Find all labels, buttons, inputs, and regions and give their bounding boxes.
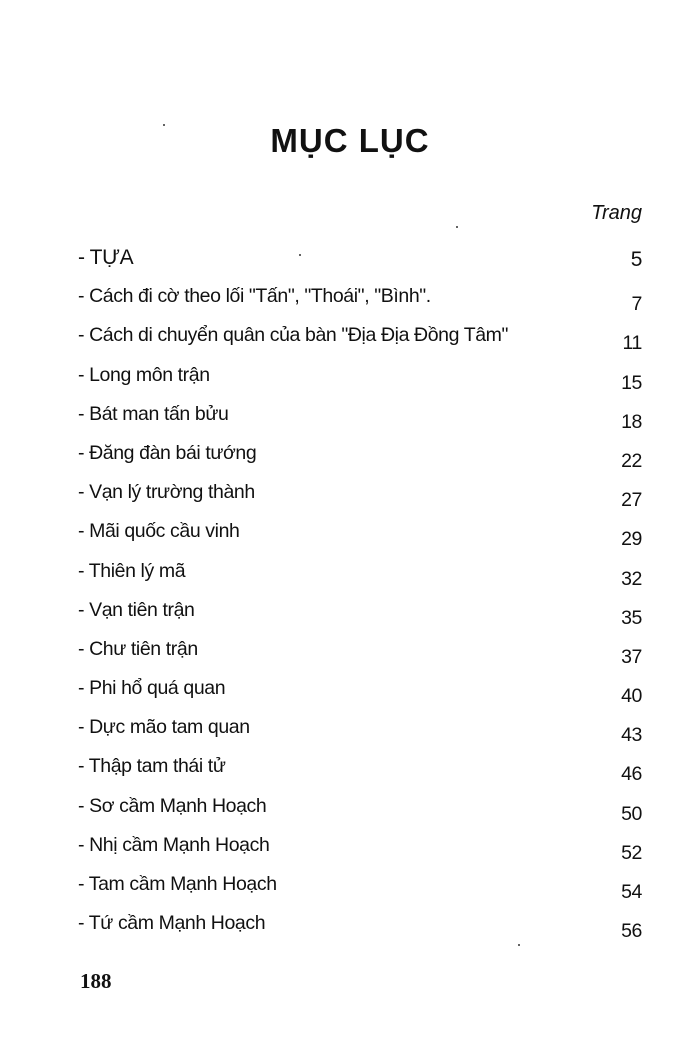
toc-entry-page: 56 xyxy=(621,920,642,943)
toc-entry xyxy=(78,677,642,716)
toc-entry-title: - Long môn trận xyxy=(78,363,210,386)
page-number: 188 xyxy=(80,969,112,993)
toc-entry-page: 40 xyxy=(621,685,642,708)
table-of-contents xyxy=(78,246,642,951)
toc-entry xyxy=(78,834,642,873)
toc-entry-page: 50 xyxy=(621,802,642,825)
toc-entry-title: - Chư tiên trận xyxy=(78,637,198,660)
toc-entry-title: - Tam cầm Mạnh Hoạch xyxy=(78,873,277,895)
toc-entry xyxy=(78,520,642,559)
toc-entry-page: 18 xyxy=(621,410,642,433)
toc-entry xyxy=(78,403,642,442)
toc-entry-page: 37 xyxy=(621,645,642,668)
toc-entry-title: - Phi hổ quá quan xyxy=(78,677,226,700)
toc-entry-page: 27 xyxy=(621,489,642,512)
page-title: MỤC LỤC xyxy=(270,122,430,159)
toc-entry xyxy=(78,481,642,520)
toc-entry-page: 11 xyxy=(622,332,642,355)
toc-entry-page: 52 xyxy=(621,841,642,864)
toc-entry-title: - Nhị cầm Mạnh Hoạch xyxy=(78,833,270,856)
toc-entry-page: 15 xyxy=(621,371,642,394)
toc-entry-page: 5 xyxy=(630,248,642,271)
toc-entry xyxy=(78,716,642,755)
toc-entry xyxy=(78,873,642,912)
toc-entry-title: - Thiên lý mã xyxy=(78,559,186,582)
toc-entry-title: - Mãi quốc cầu vinh xyxy=(78,520,240,543)
toc-entry-page: 7 xyxy=(631,293,642,316)
toc-entry-title: - Bát man tấn bửu xyxy=(78,402,229,425)
toc-entry-title: - Cách di chuyển quân của bàn "Địa Địa Đồng Tâm" xyxy=(78,324,509,347)
toc-entry xyxy=(78,560,642,599)
toc-entry-title: - Sơ cầm Mạnh Hoạch xyxy=(78,794,267,817)
toc-entry-page: 46 xyxy=(621,763,642,786)
toc-entry xyxy=(78,442,642,481)
toc-entry-page: 32 xyxy=(621,567,642,590)
toc-entry-title: - Dực mão tam quan xyxy=(78,716,250,739)
toc-entry-title: - Tứ cầm Mạnh Hoạch xyxy=(78,912,266,935)
toc-entry xyxy=(78,912,642,951)
toc-entry xyxy=(78,246,642,285)
toc-entry xyxy=(78,638,642,677)
toc-entry-title: - Thập tam thái tử xyxy=(78,755,226,778)
toc-entry xyxy=(78,285,642,324)
toc-entry xyxy=(78,755,642,794)
toc-entry xyxy=(78,599,642,638)
toc-entry-title: - Vạn lý trường thành xyxy=(78,481,255,504)
toc-entry-page: 22 xyxy=(621,449,642,472)
toc-entry xyxy=(78,795,642,834)
toc-entry xyxy=(78,324,642,363)
toc-entry xyxy=(78,364,642,403)
toc-entry-page: 54 xyxy=(621,881,642,903)
toc-entry-title: - TỰA xyxy=(78,246,134,269)
toc-entry-page: 43 xyxy=(621,724,642,747)
toc-entry-title: - Cách đi cờ theo lối "Tấn", "Thoái", "Bình". xyxy=(78,285,431,308)
toc-entry-title: - Đăng đàn bái tướng xyxy=(78,441,257,464)
page-column-label: Trang xyxy=(591,202,642,224)
toc-entry-title: - Vạn tiên trận xyxy=(78,598,195,621)
toc-entry-page: 29 xyxy=(621,528,642,551)
print-speck xyxy=(456,226,458,228)
toc-entry-page: 35 xyxy=(621,606,642,629)
